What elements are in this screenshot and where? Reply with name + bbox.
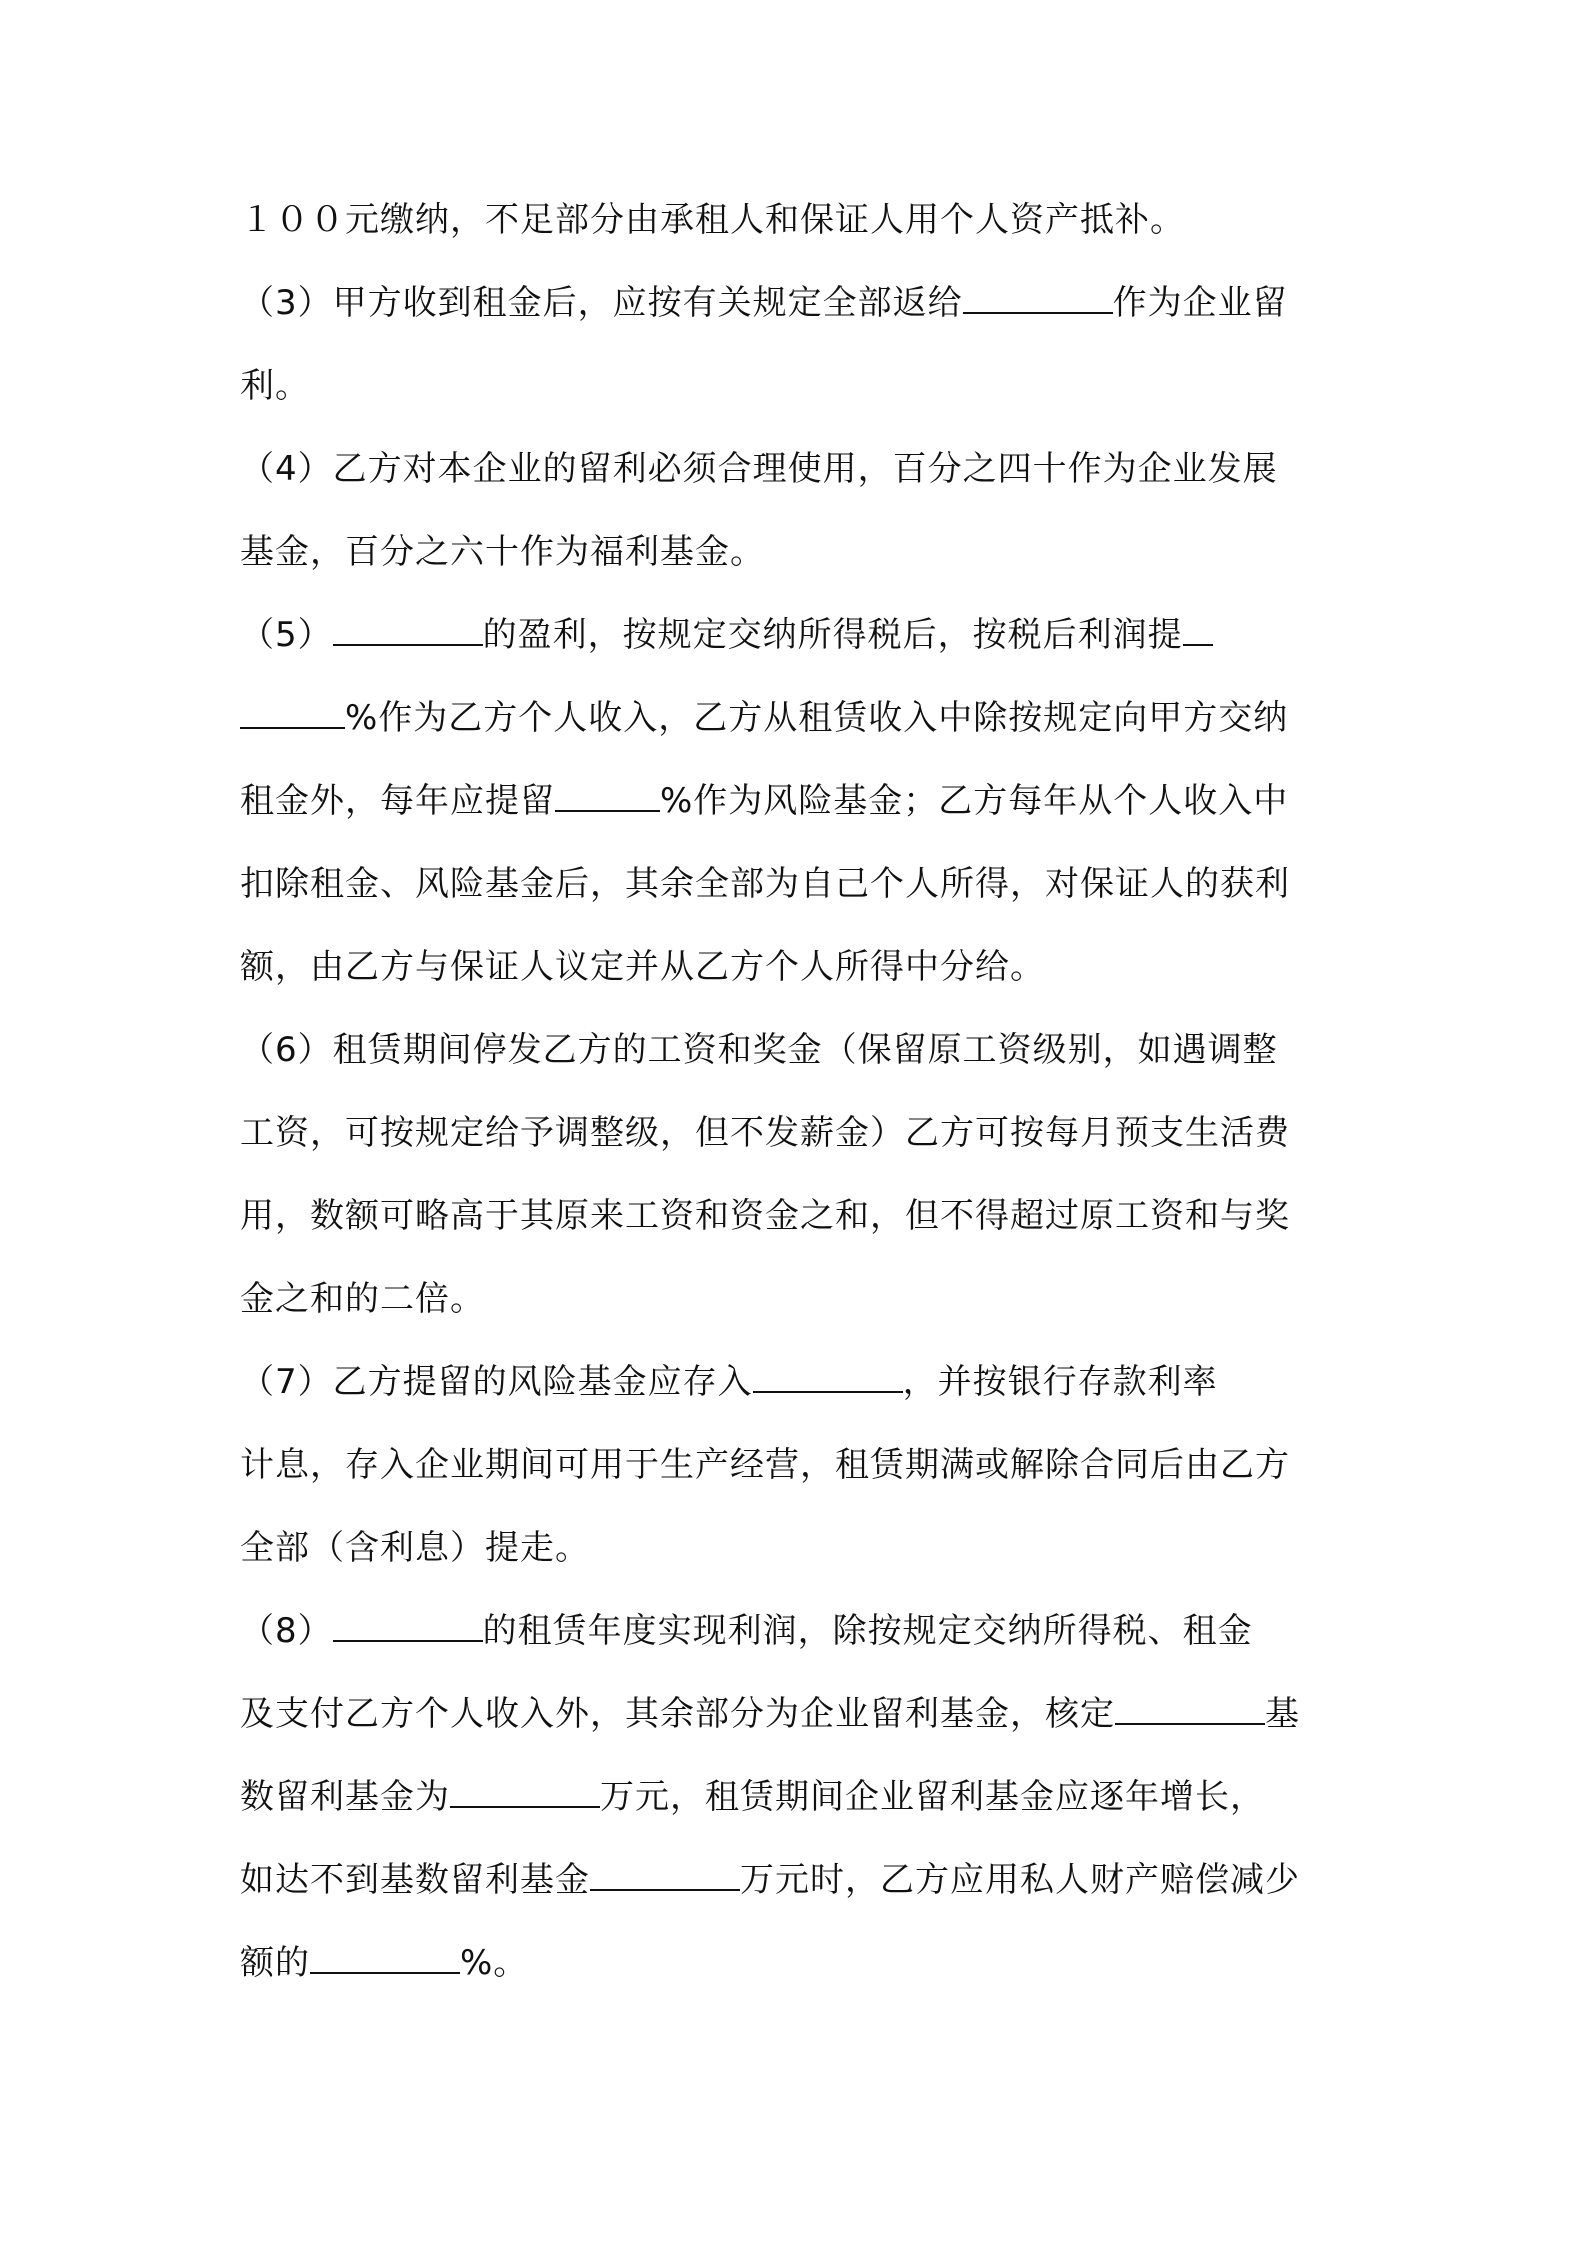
clause-6-line-2 <box>240 1113 1290 1153</box>
clause-8-line-1 <box>240 1611 1253 1651</box>
text-run: 基金，百分之六十作为福利基金。 <box>240 532 765 572</box>
text-run: 的盈利，按规定交纳所得税后，按税后利润提 <box>482 615 1183 655</box>
text-run: ，并按银行存款利率 <box>902 1362 1218 1402</box>
text-run: （5） <box>240 615 333 655</box>
clause-5-line-5 <box>240 947 1045 987</box>
clause-8-line-2 <box>240 1694 1300 1734</box>
text-run: （4）乙方对本企业的留利必须合理使用，百分之四十作为企业发展 <box>240 449 1278 489</box>
fill-in-blank[interactable] <box>333 616 483 646</box>
text-run: 计息，存入企业期间可用于生产经营，租赁期满或解除合同后由乙方 <box>240 1445 1290 1485</box>
text-run: 金之和的二倍。 <box>240 1279 485 1319</box>
clause-5-line-1 <box>240 615 1213 655</box>
fill-in-blank[interactable] <box>450 1778 600 1808</box>
text-run: %作为风险基金；乙方每年从个人收入中 <box>660 781 1289 821</box>
clause-5-line-4 <box>240 864 1290 904</box>
text-run: 用，数额可略高于其原来工资和资金之和，但不得超过原工资和与奖 <box>240 1196 1290 1236</box>
text-run: 额的 <box>240 1943 310 1983</box>
text-run: （8） <box>240 1611 333 1651</box>
clause-4-line-2 <box>240 532 765 572</box>
clause-3-line-2 <box>240 366 310 406</box>
clause-4-line-1 <box>240 449 1278 489</box>
clause-8-line-3 <box>240 1777 1265 1817</box>
text-run: 基 <box>1265 1694 1300 1734</box>
clause-7-line-3 <box>240 1528 590 1568</box>
text-run: 的租赁年度实现利润，除按规定交纳所得税、租金 <box>482 1611 1253 1651</box>
clause-5-line-2 <box>240 698 1288 738</box>
fill-in-blank[interactable] <box>1183 616 1213 646</box>
text-run: 扣除租金、风险基金后，其余全部为自己个人所得，对保证人的获利 <box>240 864 1290 904</box>
text-run: 利。 <box>240 366 310 406</box>
clause-7-line-1 <box>240 1362 1218 1402</box>
clause-6-line-1 <box>240 1030 1278 1070</box>
text-run: 万元时，乙方应用私人财产赔偿减少 <box>740 1860 1300 1900</box>
clause-7-line-2 <box>240 1445 1290 1485</box>
text-run: （6）租赁期间停发乙方的工资和奖金（保留原工资级别，如遇调整 <box>240 1030 1278 1070</box>
clause-6-line-3 <box>240 1196 1290 1236</box>
fill-in-blank[interactable] <box>240 699 345 729</box>
text-run: 作为企业留 <box>1112 283 1288 323</box>
text-run: （7）乙方提留的风险基金应存入 <box>240 1362 753 1402</box>
fill-in-blank[interactable] <box>753 1363 903 1393</box>
fill-in-blank[interactable] <box>310 1944 460 1974</box>
fill-in-blank[interactable] <box>963 284 1113 314</box>
text-run: １００元缴纳，不足部分由承租人和保证人用个人资产抵补。 <box>240 200 1185 240</box>
text-run: 万元，租赁期间企业留利基金应逐年增长， <box>600 1777 1265 1817</box>
fill-in-blank[interactable] <box>590 1861 740 1891</box>
fill-in-blank[interactable] <box>1115 1695 1265 1725</box>
clause-8-line-4 <box>240 1860 1300 1900</box>
clause-3-line-1 <box>240 283 1288 323</box>
text-run: 全部（含利息）提走。 <box>240 1528 590 1568</box>
clause-6-line-4 <box>240 1279 485 1319</box>
paragraph-line <box>240 200 1185 240</box>
text-run: %作为乙方个人收入，乙方从租赁收入中除按规定向甲方交纳 <box>345 698 1289 738</box>
text-run: 及支付乙方个人收入外，其余部分为企业留利基金，核定 <box>240 1694 1115 1734</box>
text-run: （3）甲方收到租金后，应按有关规定全部返给 <box>240 283 963 323</box>
clause-5-line-3 <box>240 781 1288 821</box>
fill-in-blank[interactable] <box>333 1612 483 1642</box>
text-run: 额，由乙方与保证人议定并从乙方个人所得中分给。 <box>240 947 1045 987</box>
fill-in-blank[interactable] <box>555 782 660 812</box>
text-run: 数留利基金为 <box>240 1777 450 1817</box>
text-run: 如达不到基数留利基金 <box>240 1860 590 1900</box>
clause-8-line-5 <box>240 1943 528 1983</box>
text-run: 工资，可按规定给予调整级，但不发薪金）乙方可按每月预支生活费 <box>240 1113 1290 1153</box>
text-run: 租金外，每年应提留 <box>240 781 555 821</box>
text-run: %。 <box>460 1943 529 1983</box>
